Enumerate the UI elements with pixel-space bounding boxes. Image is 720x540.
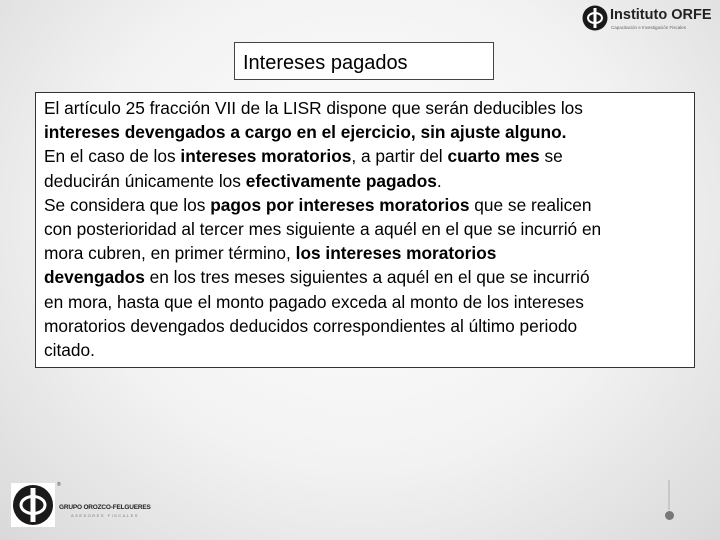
slide-title-box [234,42,494,80]
text-run: moratorios devengados deducidos correspondientes al último periodo [44,315,578,336]
logo-brand-text: Instituto ORFE [610,7,712,23]
bold-text-run: cuarto mes [447,146,540,167]
logo-tagline: Capacitación e Investigación Fiscales [611,25,687,30]
text-run: se [539,146,563,167]
text-run: que se realicen [469,194,592,215]
bold-text-run: efectivamente pagados [245,170,437,191]
text-line [44,265,694,289]
text-line [44,169,694,193]
instituto-orfe-logo [580,4,714,34]
bold-text-run: los intereses moratorios [295,243,497,264]
text-line [44,314,694,338]
grupo-orozco-felgueres-logo [8,482,182,528]
text-line [44,290,694,314]
text-run: en los tres meses siguientes a aquél en el que se incurrió [144,267,590,288]
bold-text-run: devengados [44,267,145,288]
decorative-line [668,480,670,510]
text-run: Se considera que los [44,194,211,215]
text-run: en mora, hasta que el monto pagado exceda al monto de los intereses [44,291,584,312]
slide-body-text [35,92,695,368]
grupo-phi-logo-icon [11,483,55,527]
text-line [44,144,694,168]
text-line [44,193,694,217]
text-line [44,241,694,265]
footer-logo-text: GRUPO OROZCO-FELGUERES [59,504,151,511]
text-line [44,96,694,120]
orfe-phi-logo-icon [582,5,608,31]
text-run: citado. [44,340,95,361]
text-run: El artículo 25 fracción VII de la LISR dispone que serán deducibles los [44,98,583,118]
text-run: , a partir del [351,146,448,167]
decorative-dot [665,511,674,520]
text-run: con posterioridad al tercer mes siguiente a aquél en el que se incurrió en [44,219,602,240]
text-line [44,338,694,362]
bold-text-run: intereses moratorios [180,146,352,167]
text-run: En el caso de los [44,146,181,167]
footer-logo-subtext: ASESORES FISCALES [71,513,139,518]
text-line [44,217,694,241]
text-run: . [436,170,442,191]
registered-mark: ® [57,482,61,488]
slide-title: Intereses pagados [243,52,408,74]
text-run: mora cubren, en primer término, [44,243,296,264]
text-line [44,120,694,144]
text-run: deducirán únicamente los [44,170,246,191]
bold-text-run: intereses devengados a cargo en el ejercicio, sin ajuste alguno. [44,122,567,143]
bold-text-run: pagos por intereses moratorios [210,194,470,215]
